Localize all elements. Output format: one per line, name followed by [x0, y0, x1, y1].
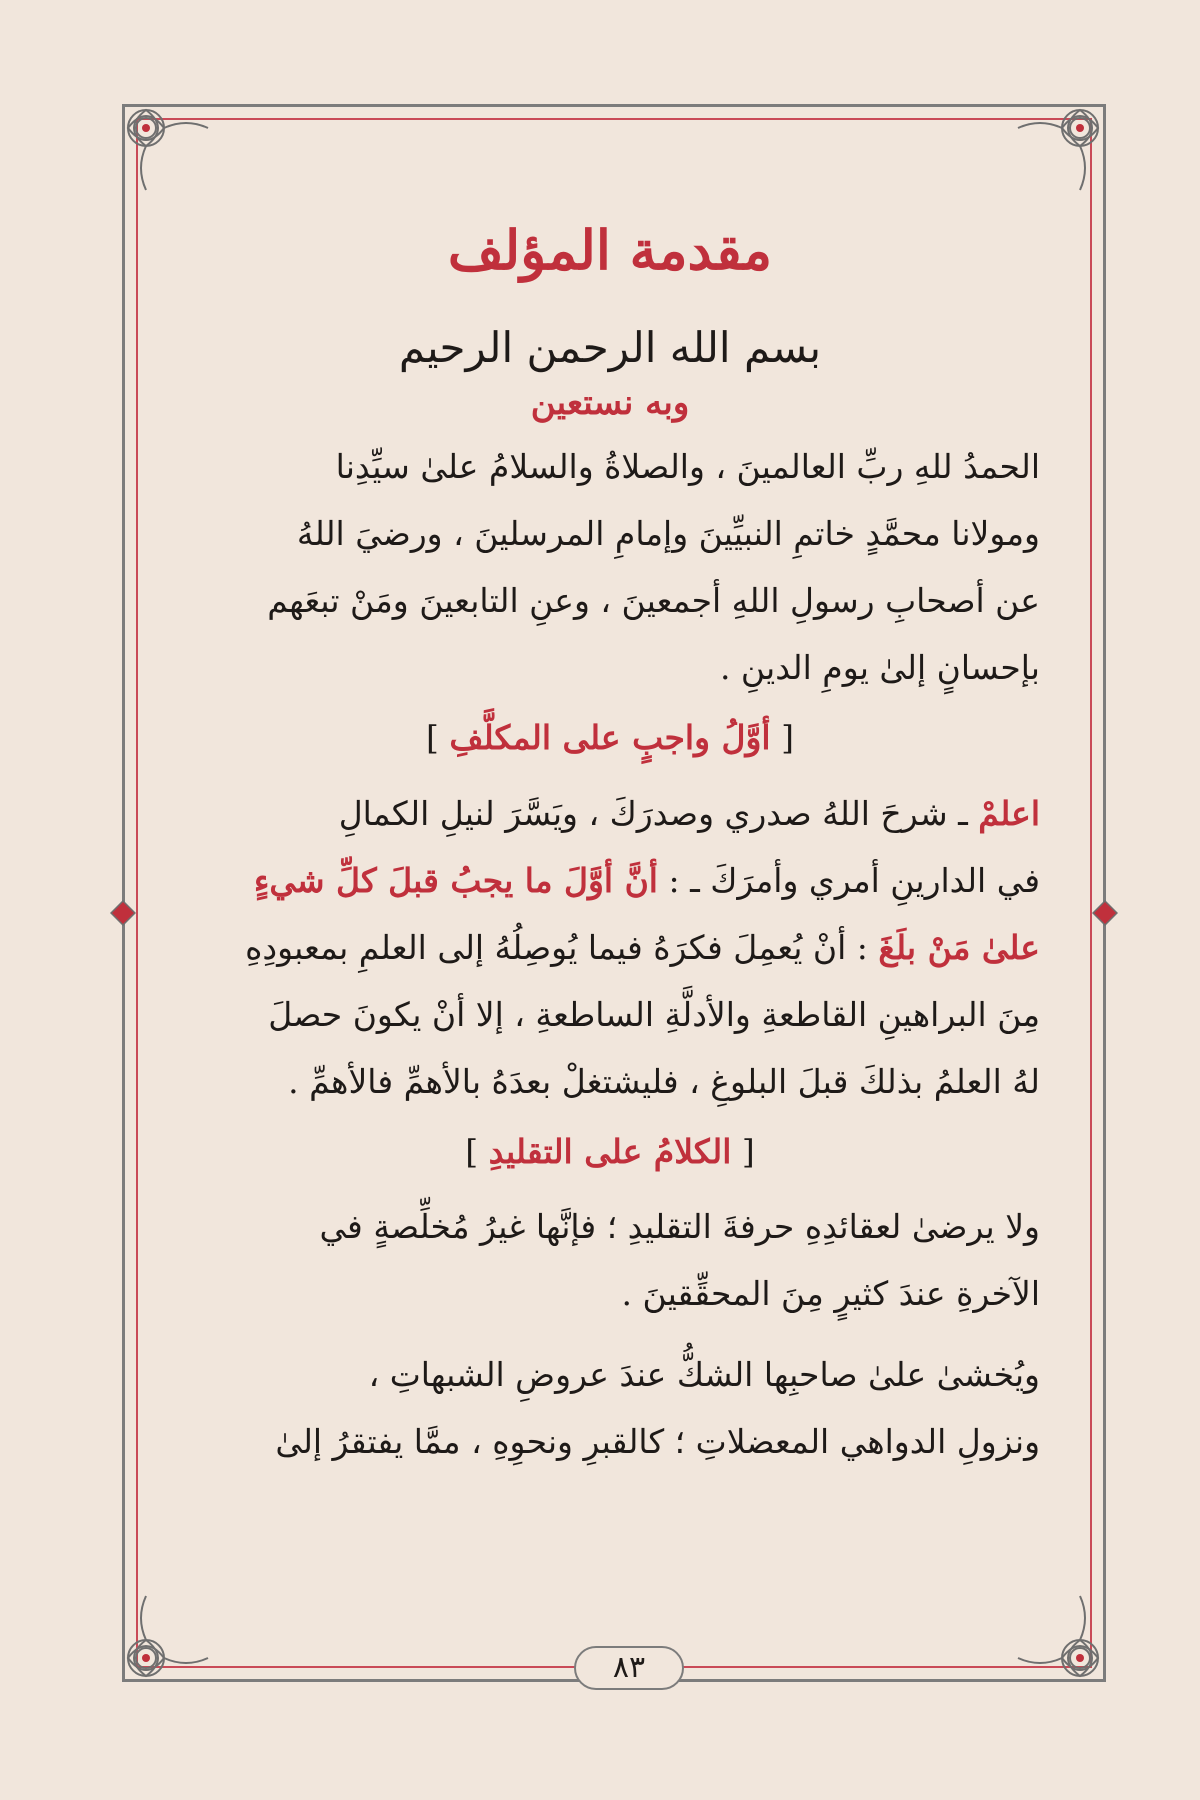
- text-line: ويُخشىٰ علىٰ صاحبِها الشكُّ عندَ عروضِ الشبهاتِ ،: [368, 1354, 1040, 1394]
- highlight-text: اعلمْ: [978, 793, 1040, 833]
- highlight-text: علىٰ مَنْ بلَغَ: [878, 927, 1040, 967]
- corner-ornament-icon: [1014, 1592, 1110, 1688]
- section-heading: [ الكلامُ على التقليدِ ]: [465, 1131, 755, 1171]
- basmala: بسم الله الرحمن الرحيم: [398, 322, 822, 372]
- sub-basmala: وبه نستعين: [530, 383, 690, 424]
- text-line: علىٰ مَنْ بلَغَ : أنْ يُعمِلَ فكرَهُ فيما يُوصِلُهُ إلى العلمِ بمعبودِهِ: [245, 927, 1040, 967]
- intro-paragraph: [180, 433, 1040, 701]
- section-paragraph: [180, 1193, 1040, 1327]
- text-line: ولا يرضىٰ لعقائدِهِ حرفةَ التقليدِ ؛ فإنَّها غيرُ مُخلِّصةٍ في: [319, 1206, 1040, 1246]
- section-paragraph: [180, 780, 1040, 1115]
- text-line: في الدارينِ أمري وأمرَكَ ـ : أنَّ أوَّلَ ما يجبُ قبلَ كلِّ شيءٍ: [253, 860, 1040, 900]
- corner-ornament-icon: [1014, 98, 1110, 194]
- page-title: مقدمة المؤلف: [447, 218, 773, 282]
- text-line: لهُ العلمُ بذلكَ قبلَ البلوغِ ، فليشتغلْ بعدَهُ بالأهمِّ فالأهمِّ .: [288, 1061, 1040, 1101]
- text-line: مِنَ البراهينِ القاطعةِ والأدلَّةِ الساطعةِ ، إلا أنْ يكونَ حصلَ: [268, 994, 1040, 1034]
- side-diamond-icon: [1092, 900, 1118, 926]
- section-heading-text: الكلامُ على التقليدِ: [488, 1131, 732, 1171]
- section-heading-text: أوَّلُ واجبٍ على المكلَّفِ: [449, 718, 771, 758]
- side-diamond-icon: [110, 900, 136, 926]
- section-heading: [ أوَّلُ واجبٍ على المكلَّفِ ]: [426, 718, 794, 758]
- page-number: ٨٣: [574, 1646, 684, 1690]
- section-paragraph: [180, 1341, 1040, 1475]
- corner-ornament-icon: [116, 1592, 212, 1688]
- text-line: ونزولِ الدواهي المعضلاتِ ؛ كالقبرِ ونحوِهِ ، ممَّا يفتقرُ إلىٰ: [275, 1421, 1040, 1461]
- text-line: عن أصحابِ رسولِ اللهِ أجمعينَ ، وعنِ التابعينَ ومَنْ تبعَهم: [267, 581, 1040, 621]
- highlight-text: أنَّ أوَّلَ ما يجبُ قبلَ كلِّ شيءٍ: [253, 860, 658, 900]
- corner-ornament-icon: [116, 98, 212, 194]
- text-line: الحمدُ للهِ ربِّ العالمينَ ، والصلاةُ والسلامُ علىٰ سيِّدِنا: [335, 447, 1040, 487]
- text-line: بإحسانٍ إلىٰ يومِ الدينِ .: [719, 648, 1040, 688]
- text-line: الآخرةِ عندَ كثيرٍ مِنَ المحقِّقينَ .: [621, 1273, 1040, 1313]
- text-line: اعلمْ ـ شرحَ اللهُ صدري وصدرَكَ ، ويَسَّرَ لنيلِ الكمالِ: [338, 793, 1040, 833]
- text-line: ومولانا محمَّدٍ خاتمِ النبيِّينَ وإمامِ المرسلينَ ، ورضيَ اللهُ: [296, 514, 1040, 554]
- page-content: [180, 200, 1040, 1475]
